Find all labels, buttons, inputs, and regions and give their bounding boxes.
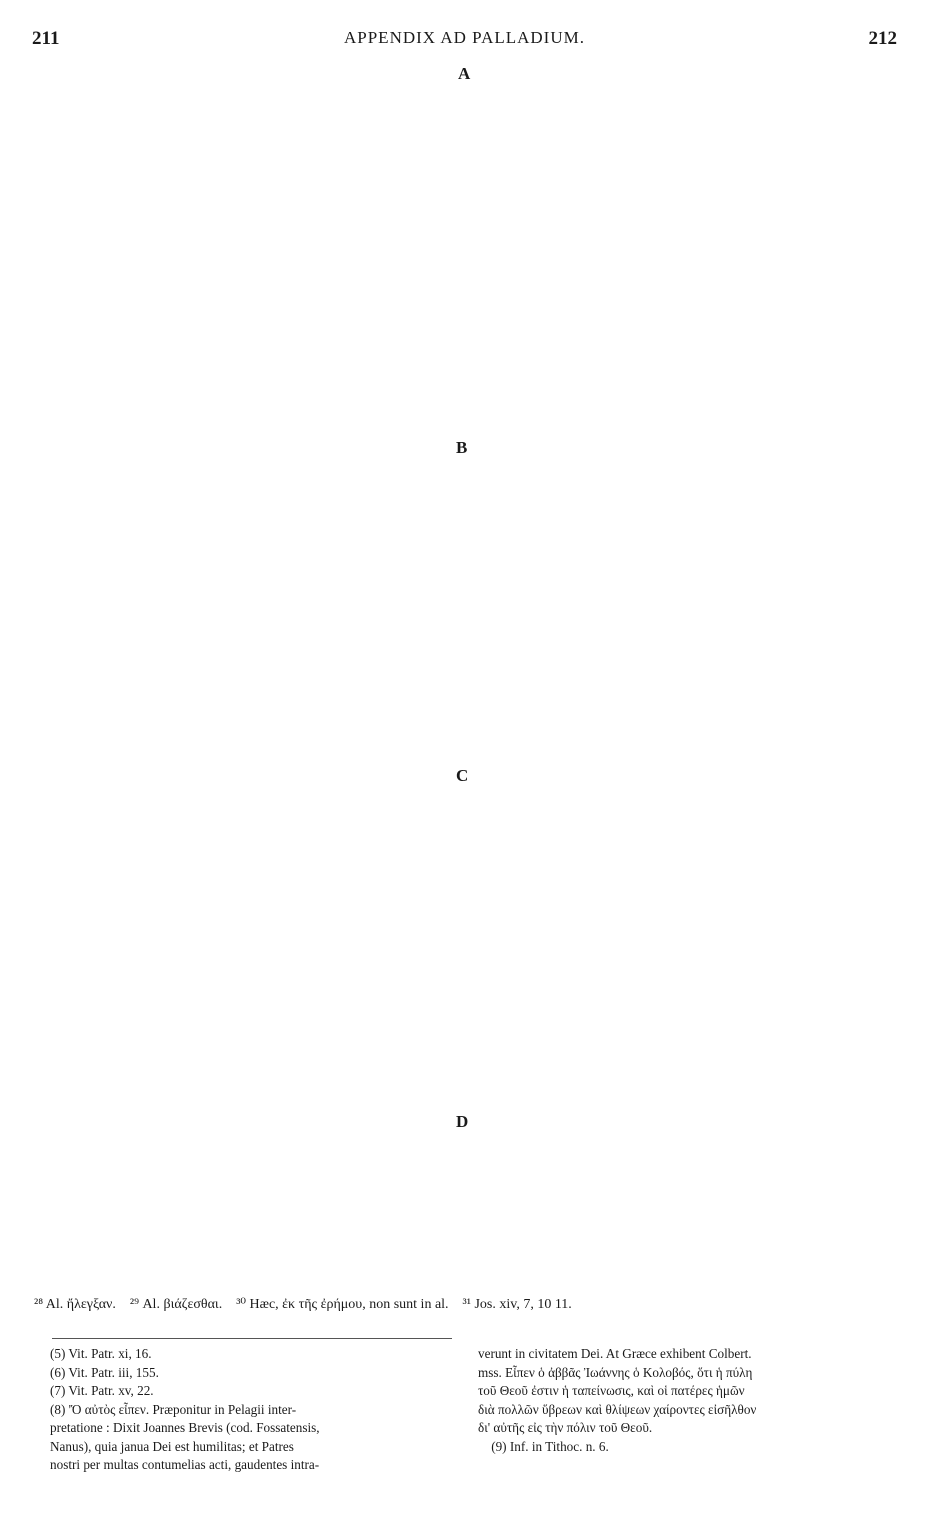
- footnotes-line: ²⁸ Al. ἤλεγξαν. ²⁹ Al. βιάζεσθαι. ³⁰ Hæc, ἐκ τῆς ἐρήμου, non sunt in al. ³¹ Jos. xiv, 7, 10 11.: [34, 1297, 572, 1312]
- margin-marker-d: D: [456, 1112, 469, 1131]
- notes-right-column: verunt in civitatem Dei. At Græce exhibent Colbert. mss. Εἶπεν ὁ ἀββᾶς Ἰωάννης ὁ Κολοβός, ὅτι ἡ πύλη τοῦ Θεοῦ ἐστιν ἡ ταπείνωσις, καὶ οἱ πατέρες ἡμῶν διὰ πολλῶν ὕβρεων καὶ θλίψεων χαίροντες εἰσῆλθον δι' αὐτῆς εἰς τὴν πόλιν τοῦ Θεοῦ. (9) Inf. in Tithoc. n. 6.: [478, 1346, 757, 1454]
- page-number-left: 211: [32, 28, 60, 49]
- notes-left-column: (5) Vit. Patr. xi, 16. (6) Vit. Patr. iii, 155. (7) Vit. Patr. xv, 22. (8) 'Ὁ αὐτὸς εἶπεν. Præponitur in Pelagii inter- pretatione : Dixit Joannes Brevis (cod. Fossatensis, Nanus), quia janua Dei est humilitas; et Patres nostri per multas contumelias acti, gaudentes intra-: [50, 1346, 320, 1472]
- margin-marker-a: A: [458, 64, 471, 83]
- page-number-right: 212: [868, 28, 897, 49]
- running-title: APPENDIX AD PALLADIUM.: [344, 28, 585, 47]
- page-header: [32, 28, 897, 56]
- margin-marker-b: B: [456, 438, 468, 457]
- notes-divider: [52, 1338, 452, 1339]
- margin-marker-c: C: [456, 766, 469, 785]
